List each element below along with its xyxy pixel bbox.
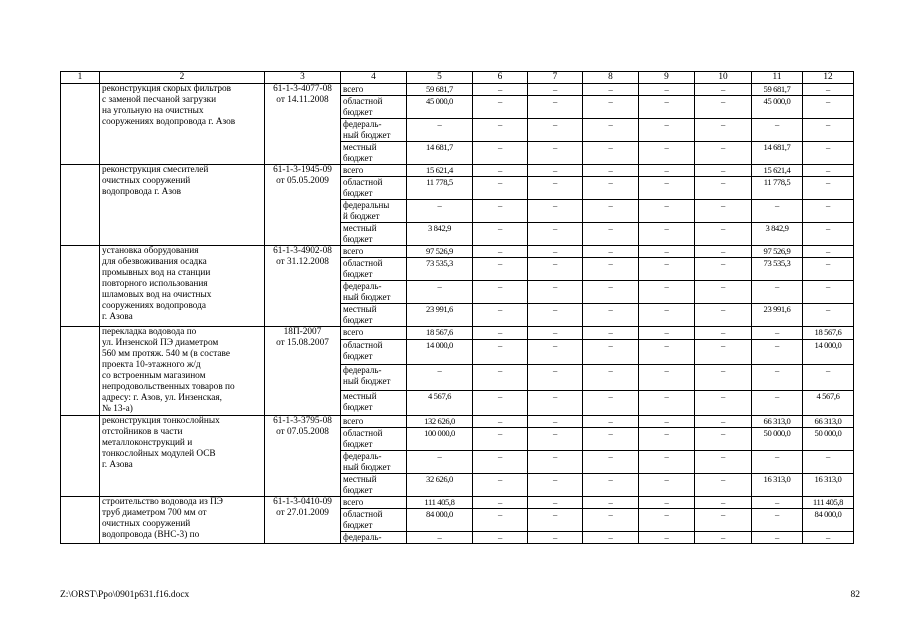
amount-cell: – bbox=[695, 281, 752, 304]
funding-source: всего bbox=[341, 165, 407, 177]
amount-cell: – bbox=[528, 119, 583, 142]
amount-cell: – bbox=[695, 96, 752, 119]
amount-cell: – bbox=[407, 532, 473, 544]
column-number: 9 bbox=[639, 72, 695, 84]
amount-cell: 111 405,8 bbox=[407, 497, 473, 509]
amount-cell: – bbox=[473, 474, 528, 497]
amount-cell: – bbox=[639, 327, 695, 340]
amount-cell: – bbox=[803, 246, 854, 258]
amount-cell: – bbox=[639, 451, 695, 474]
amount-cell: – bbox=[528, 246, 583, 258]
amount-cell: – bbox=[639, 200, 695, 223]
amount-cell: 3 842,9 bbox=[752, 223, 803, 246]
amount-cell: 14 000,0 bbox=[407, 340, 473, 365]
amount-cell: – bbox=[803, 365, 854, 390]
amount-cell: – bbox=[473, 200, 528, 223]
amount-cell: – bbox=[583, 532, 639, 544]
amount-cell: 66 313,0 bbox=[803, 416, 854, 428]
table-row bbox=[61, 246, 854, 258]
funding-source: федераль- ный бюджет bbox=[341, 451, 407, 474]
amount-cell: – bbox=[695, 497, 752, 509]
amount-cell: – bbox=[473, 532, 528, 544]
amount-cell: 16 313,0 bbox=[803, 474, 854, 497]
amount-cell: – bbox=[528, 416, 583, 428]
amount-cell: – bbox=[695, 246, 752, 258]
amount-cell: – bbox=[473, 327, 528, 340]
amount-cell: – bbox=[695, 365, 752, 390]
amount-cell: – bbox=[695, 390, 752, 415]
column-number: 8 bbox=[583, 72, 639, 84]
amount-cell: 132 626,0 bbox=[407, 416, 473, 428]
row-index-cell bbox=[61, 165, 100, 246]
amount-cell: – bbox=[528, 451, 583, 474]
amount-cell: – bbox=[583, 258, 639, 281]
funding-source: областной бюджет bbox=[341, 258, 407, 281]
amount-cell: – bbox=[639, 223, 695, 246]
funding-source: федераль- ный бюджет bbox=[341, 365, 407, 390]
amount-cell: – bbox=[695, 509, 752, 532]
column-number: 6 bbox=[473, 72, 528, 84]
column-number: 1 bbox=[61, 72, 100, 84]
amount-cell: – bbox=[473, 119, 528, 142]
project-name: реконструкция тонкослойных отстойников в части металлоконструкций и тонкослойных модулей ОСВ г. Азова bbox=[100, 416, 265, 497]
amount-cell: – bbox=[528, 223, 583, 246]
column-number: 2 bbox=[100, 72, 265, 84]
amount-cell: 45 000,0 bbox=[752, 96, 803, 119]
amount-cell: – bbox=[695, 200, 752, 223]
amount-cell: – bbox=[695, 119, 752, 142]
amount-cell: – bbox=[803, 223, 854, 246]
amount-cell: – bbox=[583, 304, 639, 327]
amount-cell: 3 842,9 bbox=[407, 223, 473, 246]
funding-source: всего bbox=[341, 84, 407, 96]
amount-cell: 15 621,4 bbox=[407, 165, 473, 177]
funding-source: всего bbox=[341, 497, 407, 509]
amount-cell: – bbox=[639, 281, 695, 304]
amount-cell: – bbox=[695, 428, 752, 451]
amount-cell: – bbox=[752, 451, 803, 474]
amount-cell: – bbox=[639, 84, 695, 96]
amount-cell: – bbox=[528, 84, 583, 96]
amount-cell: – bbox=[695, 84, 752, 96]
funding-source: всего bbox=[341, 246, 407, 258]
column-number: 7 bbox=[528, 72, 583, 84]
amount-cell: – bbox=[528, 474, 583, 497]
amount-cell: – bbox=[473, 428, 528, 451]
amount-cell: 23 991,6 bbox=[407, 304, 473, 327]
amount-cell: 59 681,7 bbox=[752, 84, 803, 96]
project-name: перекладка водовода по ул. Инзенской ПЭ диаметром 560 мм протяж. 540 м (в составе проекта 10-этажного ж/д со встроенным магазином непродовольственных товаров по адресу: г. Азов, ул. Инзенская, № 13-а) bbox=[100, 327, 265, 416]
amount-cell: 59 681,7 bbox=[407, 84, 473, 96]
column-number: 11 bbox=[752, 72, 803, 84]
amount-cell: – bbox=[583, 497, 639, 509]
project-name: реконструкция смесителей очистных сооружений водопровода г. Азов bbox=[100, 165, 265, 246]
funding-source: местный бюджет bbox=[341, 142, 407, 165]
amount-cell: – bbox=[583, 416, 639, 428]
amount-cell: – bbox=[583, 96, 639, 119]
amount-cell: 4 567,6 bbox=[803, 390, 854, 415]
project-name: установка оборудования для обезвоживания осадка промывных вод на станции повторного использования шламовых вод на очистных сооружениях водопровода г. Азова bbox=[100, 246, 265, 327]
amount-cell: 16 313,0 bbox=[752, 474, 803, 497]
amount-cell: – bbox=[695, 532, 752, 544]
amount-cell: – bbox=[583, 119, 639, 142]
amount-cell: – bbox=[752, 509, 803, 532]
amount-cell: – bbox=[639, 365, 695, 390]
amount-cell: 32 626,0 bbox=[407, 474, 473, 497]
amount-cell: – bbox=[639, 532, 695, 544]
amount-cell: – bbox=[803, 177, 854, 200]
amount-cell: – bbox=[803, 96, 854, 119]
amount-cell: – bbox=[528, 142, 583, 165]
amount-cell: – bbox=[752, 200, 803, 223]
amount-cell: – bbox=[528, 327, 583, 340]
amount-cell: – bbox=[528, 96, 583, 119]
amount-cell: 45 000,0 bbox=[407, 96, 473, 119]
amount-cell: – bbox=[583, 142, 639, 165]
amount-cell: – bbox=[639, 428, 695, 451]
project-document: 61-1-3-1945-09 от 05.05.2009 bbox=[265, 165, 341, 246]
amount-cell: – bbox=[528, 428, 583, 451]
amount-cell: – bbox=[752, 281, 803, 304]
amount-cell: – bbox=[752, 532, 803, 544]
amount-cell: – bbox=[583, 165, 639, 177]
table-row bbox=[61, 165, 854, 177]
amount-cell: 97 526,9 bbox=[752, 246, 803, 258]
amount-cell: – bbox=[639, 509, 695, 532]
amount-cell: – bbox=[803, 532, 854, 544]
amount-cell: – bbox=[639, 304, 695, 327]
amount-cell: – bbox=[407, 281, 473, 304]
amount-cell: – bbox=[583, 246, 639, 258]
amount-cell: – bbox=[752, 390, 803, 415]
amount-cell: – bbox=[639, 142, 695, 165]
column-number: 10 bbox=[695, 72, 752, 84]
amount-cell: 73 535,3 bbox=[407, 258, 473, 281]
amount-cell: – bbox=[639, 165, 695, 177]
amount-cell: 11 778,5 bbox=[407, 177, 473, 200]
funding-source: областной бюджет bbox=[341, 177, 407, 200]
amount-cell: – bbox=[407, 451, 473, 474]
amount-cell: 18 567,6 bbox=[407, 327, 473, 340]
project-document: 61-1-3-4902-08 от 31.12.2008 bbox=[265, 246, 341, 327]
table-row bbox=[61, 416, 854, 428]
amount-cell: – bbox=[695, 451, 752, 474]
amount-cell: – bbox=[528, 365, 583, 390]
amount-cell: – bbox=[639, 96, 695, 119]
project-name: строительство водовода из ПЭ труб диаметром 700 мм от очистных сооружений водопровода (ВНС-3) по bbox=[100, 497, 265, 544]
funding-source: всего bbox=[341, 327, 407, 340]
table-row bbox=[61, 327, 854, 340]
amount-cell: – bbox=[803, 142, 854, 165]
amount-cell: 84 000,0 bbox=[803, 509, 854, 532]
amount-cell: – bbox=[583, 509, 639, 532]
amount-cell: – bbox=[803, 119, 854, 142]
amount-cell: – bbox=[639, 416, 695, 428]
table-row bbox=[61, 497, 854, 509]
amount-cell: – bbox=[803, 304, 854, 327]
amount-cell: – bbox=[639, 474, 695, 497]
amount-cell: – bbox=[583, 451, 639, 474]
amount-cell: 18 567,6 bbox=[803, 327, 854, 340]
amount-cell: 23 991,6 bbox=[752, 304, 803, 327]
amount-cell: – bbox=[528, 304, 583, 327]
amount-cell: – bbox=[583, 281, 639, 304]
amount-cell: – bbox=[639, 119, 695, 142]
amount-cell: – bbox=[583, 327, 639, 340]
amount-cell: – bbox=[528, 177, 583, 200]
amount-cell: 97 526,9 bbox=[407, 246, 473, 258]
amount-cell: – bbox=[639, 258, 695, 281]
row-index-cell bbox=[61, 497, 100, 544]
amount-cell: – bbox=[528, 497, 583, 509]
amount-cell: – bbox=[695, 177, 752, 200]
amount-cell: – bbox=[639, 340, 695, 365]
funding-source: областной бюджет bbox=[341, 96, 407, 119]
amount-cell: – bbox=[528, 200, 583, 223]
amount-cell: – bbox=[473, 390, 528, 415]
amount-cell: – bbox=[695, 223, 752, 246]
budget-table bbox=[60, 71, 854, 544]
amount-cell: – bbox=[473, 451, 528, 474]
amount-cell: – bbox=[473, 416, 528, 428]
funding-source: всего bbox=[341, 416, 407, 428]
amount-cell: – bbox=[695, 416, 752, 428]
amount-cell: 73 535,3 bbox=[752, 258, 803, 281]
funding-source: федераль- ный бюджет bbox=[341, 119, 407, 142]
amount-cell: – bbox=[473, 509, 528, 532]
funding-source: федеральны й бюджет bbox=[341, 200, 407, 223]
amount-cell: – bbox=[583, 200, 639, 223]
amount-cell: 14 681,7 bbox=[407, 142, 473, 165]
amount-cell: – bbox=[473, 142, 528, 165]
amount-cell: – bbox=[473, 165, 528, 177]
amount-cell: – bbox=[473, 84, 528, 96]
amount-cell: – bbox=[473, 223, 528, 246]
column-number: 12 bbox=[803, 72, 854, 84]
amount-cell: – bbox=[803, 200, 854, 223]
page-number: 82 bbox=[850, 590, 860, 600]
table-row bbox=[61, 84, 854, 96]
amount-cell: – bbox=[583, 177, 639, 200]
amount-cell: – bbox=[528, 165, 583, 177]
funding-source: местный бюджет bbox=[341, 223, 407, 246]
amount-cell: – bbox=[583, 84, 639, 96]
row-index-cell bbox=[61, 84, 100, 165]
amount-cell: – bbox=[473, 246, 528, 258]
amount-cell: – bbox=[752, 327, 803, 340]
amount-cell: – bbox=[583, 340, 639, 365]
amount-cell: 100 000,0 bbox=[407, 428, 473, 451]
amount-cell: – bbox=[752, 365, 803, 390]
amount-cell: – bbox=[752, 119, 803, 142]
amount-cell: – bbox=[583, 390, 639, 415]
funding-source: областной бюджет bbox=[341, 340, 407, 365]
amount-cell: – bbox=[803, 281, 854, 304]
amount-cell: – bbox=[407, 200, 473, 223]
amount-cell: – bbox=[407, 119, 473, 142]
amount-cell: – bbox=[528, 532, 583, 544]
column-number: 5 bbox=[407, 72, 473, 84]
row-index-cell bbox=[61, 416, 100, 497]
amount-cell: – bbox=[473, 177, 528, 200]
amount-cell: – bbox=[803, 258, 854, 281]
amount-cell: – bbox=[639, 497, 695, 509]
amount-cell: – bbox=[528, 390, 583, 415]
amount-cell: – bbox=[528, 258, 583, 281]
amount-cell: – bbox=[695, 340, 752, 365]
amount-cell: – bbox=[583, 223, 639, 246]
funding-source: местный бюджет bbox=[341, 304, 407, 327]
project-document: 61-1-3-4077-08 от 14.11.2008 bbox=[265, 84, 341, 165]
project-document: 61-1-3-3795-08 от 07.05.2008 bbox=[265, 416, 341, 497]
amount-cell: – bbox=[752, 497, 803, 509]
funding-source: федераль- bbox=[341, 532, 407, 544]
file-path: Z:\ORST\Ppo\0901p631.f16.docx bbox=[60, 590, 190, 600]
amount-cell: – bbox=[639, 177, 695, 200]
amount-cell: – bbox=[803, 451, 854, 474]
funding-source: местный бюджет bbox=[341, 474, 407, 497]
amount-cell: 11 778,5 bbox=[752, 177, 803, 200]
amount-cell: 66 313,0 bbox=[752, 416, 803, 428]
funding-source: областной бюджет bbox=[341, 428, 407, 451]
funding-source: федераль- ный бюджет bbox=[341, 281, 407, 304]
amount-cell: – bbox=[473, 258, 528, 281]
column-number: 3 bbox=[265, 72, 341, 84]
amount-cell: 14 000,0 bbox=[803, 340, 854, 365]
amount-cell: 84 000,0 bbox=[407, 509, 473, 532]
amount-cell: 15 621,4 bbox=[752, 165, 803, 177]
amount-cell: – bbox=[473, 365, 528, 390]
amount-cell: – bbox=[473, 96, 528, 119]
amount-cell: – bbox=[803, 165, 854, 177]
amount-cell: 50 000,0 bbox=[752, 428, 803, 451]
amount-cell: – bbox=[528, 509, 583, 532]
amount-cell: – bbox=[695, 142, 752, 165]
column-number-row bbox=[61, 72, 854, 84]
amount-cell: – bbox=[695, 258, 752, 281]
project-name: реконструкция скорых фильтров с заменой песчаной загрузки на угольную на очистных сооружениях водопровода г. Азов bbox=[100, 84, 265, 165]
row-index-cell bbox=[61, 246, 100, 327]
amount-cell: – bbox=[695, 327, 752, 340]
column-number: 4 bbox=[341, 72, 407, 84]
row-index-cell bbox=[61, 327, 100, 416]
amount-cell: – bbox=[752, 340, 803, 365]
amount-cell: – bbox=[695, 474, 752, 497]
amount-cell: – bbox=[583, 428, 639, 451]
amount-cell: – bbox=[639, 246, 695, 258]
amount-cell: 111 405,8 bbox=[803, 497, 854, 509]
amount-cell: 50 000,0 bbox=[803, 428, 854, 451]
amount-cell: – bbox=[473, 281, 528, 304]
amount-cell: – bbox=[473, 304, 528, 327]
amount-cell: – bbox=[803, 84, 854, 96]
amount-cell: – bbox=[528, 340, 583, 365]
amount-cell: – bbox=[473, 497, 528, 509]
amount-cell: – bbox=[528, 281, 583, 304]
project-document: 18П-2007 от 15.08.2007 bbox=[265, 327, 341, 416]
amount-cell: – bbox=[473, 340, 528, 365]
amount-cell: – bbox=[583, 474, 639, 497]
amount-cell: 14 681,7 bbox=[752, 142, 803, 165]
amount-cell: – bbox=[407, 365, 473, 390]
amount-cell: 4 567,6 bbox=[407, 390, 473, 415]
amount-cell: – bbox=[583, 365, 639, 390]
amount-cell: – bbox=[639, 390, 695, 415]
amount-cell: – bbox=[695, 165, 752, 177]
funding-source: местный бюджет bbox=[341, 390, 407, 415]
funding-source: областной бюджет bbox=[341, 509, 407, 532]
amount-cell: – bbox=[695, 304, 752, 327]
project-document: 61-1-3-0410-09 от 27.01.2009 bbox=[265, 497, 341, 544]
